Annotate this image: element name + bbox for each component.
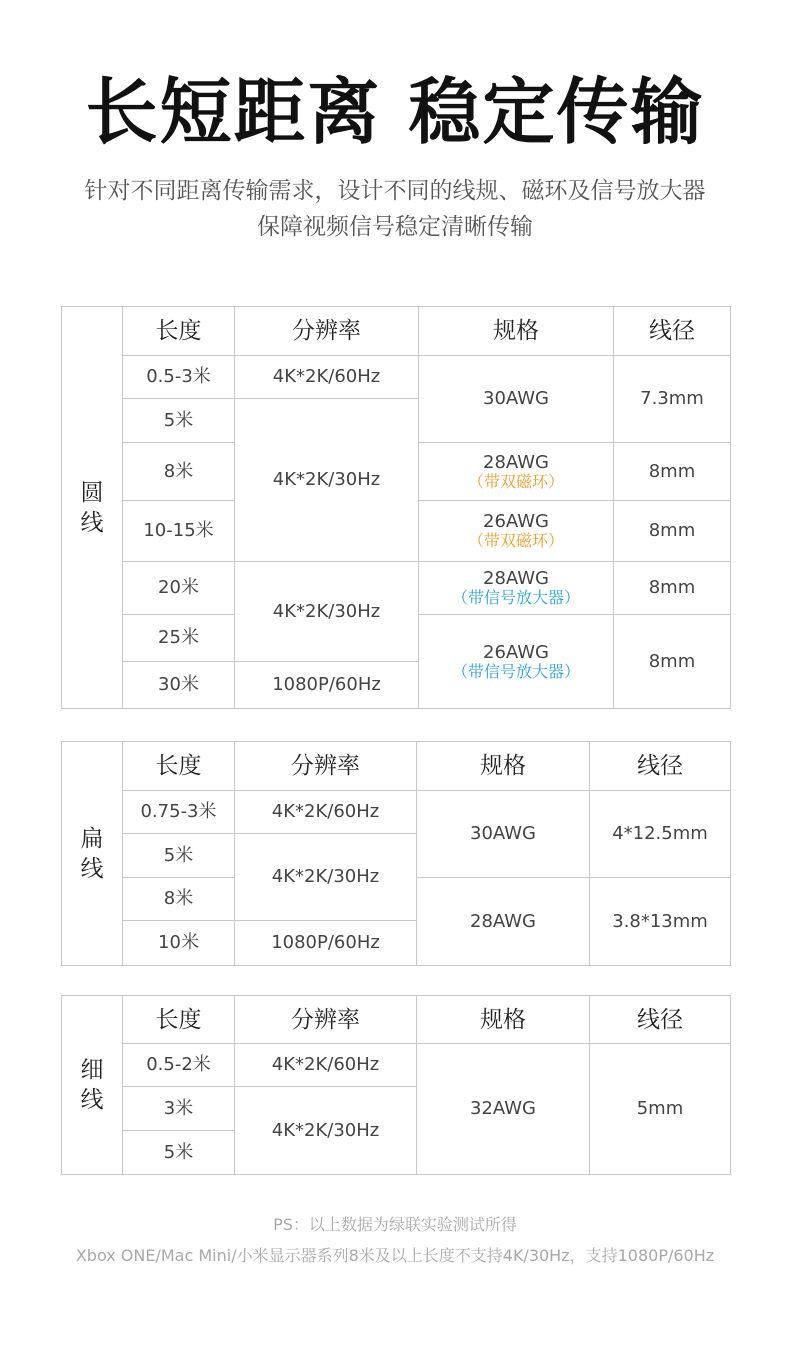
header-length: 长度 — [123, 742, 235, 791]
length-cell: 5米 — [123, 1131, 235, 1175]
diameter-cell: 3.8*13mm — [590, 878, 731, 966]
subtitle-line-2: 保障视频信号稳定清晰传输 — [257, 214, 533, 240]
resolution-cell: 4K*2K/60Hz — [235, 356, 419, 399]
header-spec: 规格 — [417, 742, 590, 791]
length-cell: 8米 — [123, 878, 235, 921]
diameter-cell: 4*12.5mm — [590, 791, 731, 878]
table-row — [62, 562, 731, 615]
compatibility-note: Xbox ONE/Mac Mini/小米显示器系列8米及以上长度不支持4K/30Hz，支持1080P/60Hz — [75, 1246, 715, 1265]
amplifier-note: （带信号放大器） — [451, 661, 580, 681]
resolution-cell: 4K*2K/30Hz — [235, 562, 419, 662]
spec-cell: 26AWG （带信号放大器） — [419, 615, 614, 709]
header-resolution: 分辨率 — [235, 742, 417, 791]
spec-cell: 30AWG — [417, 791, 590, 878]
spec-cell: 28AWG （带双磁环） — [419, 443, 614, 501]
header-diameter: 线径 — [590, 996, 731, 1044]
diameter-cell: 8mm — [614, 615, 731, 709]
resolution-cell: 1080P/60Hz — [235, 662, 419, 709]
length-cell: 0.5-2米 — [123, 1044, 235, 1087]
header-resolution: 分辨率 — [235, 307, 419, 356]
header-diameter: 线径 — [614, 307, 731, 356]
page-title: 长短距离 稳定传输 — [85, 70, 705, 154]
magnetic-ring-note: （带双磁环） — [467, 531, 564, 550]
table-header-row — [62, 996, 731, 1044]
category-cell: 圆线 — [62, 307, 123, 709]
resolution-cell: 4K*2K/30Hz — [235, 399, 419, 562]
diameter-cell: 8mm — [614, 501, 731, 562]
header-spec: 规格 — [419, 307, 614, 356]
table-row — [62, 356, 731, 399]
flat-cable-table — [61, 741, 731, 966]
resolution-cell: 4K*2K/30Hz — [235, 834, 417, 921]
table-row — [62, 791, 731, 834]
ps-note: PS：以上数据为绿联实验测试所得 — [273, 1215, 517, 1234]
length-cell: 5米 — [123, 834, 235, 878]
length-cell: 20米 — [123, 562, 235, 615]
spec-cell: 28AWG — [417, 878, 590, 966]
length-cell: 8米 — [123, 443, 235, 501]
thin-cable-table — [61, 995, 731, 1175]
length-cell: 5米 — [123, 399, 235, 443]
table-row — [62, 1044, 731, 1087]
diameter-cell: 8mm — [614, 562, 731, 615]
spec-cell: 32AWG — [417, 1044, 590, 1175]
resolution-cell: 4K*2K/60Hz — [235, 1044, 417, 1087]
spec-cell: 28AWG （带信号放大器） — [419, 562, 614, 615]
spec-cell: 30AWG — [419, 356, 614, 443]
table-header-row — [62, 307, 731, 356]
spec-cell: 26AWG （带双磁环） — [419, 501, 614, 562]
header-length: 长度 — [123, 307, 235, 356]
header-resolution: 分辨率 — [235, 996, 417, 1044]
header-spec: 规格 — [417, 996, 590, 1044]
diameter-cell: 8mm — [614, 443, 731, 501]
length-cell: 0.5-3米 — [123, 356, 235, 399]
resolution-cell: 1080P/60Hz — [235, 921, 417, 966]
header-diameter: 线径 — [590, 742, 731, 791]
diameter-cell: 7.3mm — [614, 356, 731, 443]
length-cell: 25米 — [123, 615, 235, 662]
diameter-cell: 5mm — [590, 1044, 731, 1175]
resolution-cell: 4K*2K/30Hz — [235, 1087, 417, 1175]
length-cell: 10-15米 — [123, 501, 235, 562]
resolution-cell: 4K*2K/60Hz — [235, 791, 417, 834]
length-cell: 3米 — [123, 1087, 235, 1131]
round-cable-table — [61, 306, 731, 709]
length-cell: 30米 — [123, 662, 235, 709]
category-cell: 扁线 — [62, 742, 123, 966]
category-cell: 细线 — [62, 996, 123, 1175]
table-header-row — [62, 742, 731, 791]
amplifier-note: （带信号放大器） — [451, 588, 580, 607]
length-cell: 0.75-3米 — [123, 791, 235, 834]
length-cell: 10米 — [123, 921, 235, 966]
magnetic-ring-note: （带双磁环） — [467, 471, 564, 491]
header-length: 长度 — [123, 996, 235, 1044]
subtitle-line-1: 针对不同距离传输需求，设计不同的线规、磁环及信号放大器 — [84, 178, 706, 204]
